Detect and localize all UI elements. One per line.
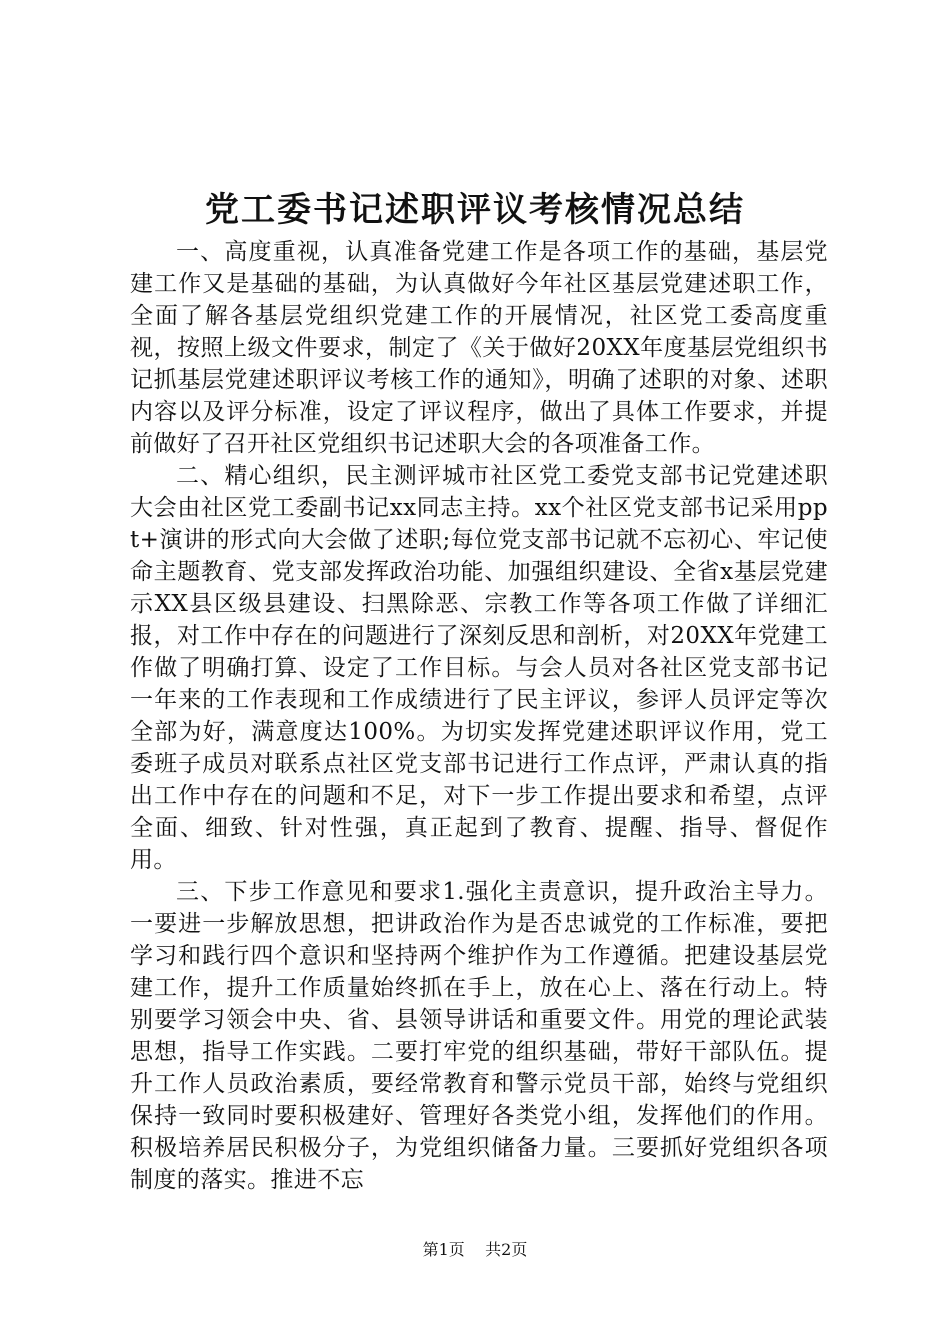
paragraph-1: 一、高度重视，认真准备党建工作是各项工作的基础，基层党建工作又是基础的基础，为认真做好今年社区基层党建述职工作，全面了解各基层党组织党建工作的开展情况，社区党工委高度重视，按照上级文件要求，制定了《关于做好20XX年度基层党组织书记抓基层党建述职评议考核工作的通知》，明确了述职的对象、述职内容以及评分标准，设定了评议程序，做出了具体工作要求，并提前做好了召开社区党组织书记述职大会的各项准备工作。: [130, 239, 828, 457]
page-total: 共2页: [485, 1240, 528, 1259]
document-title: 党工委书记述职评议考核情况总结: [205, 190, 745, 230]
page-number: 第1页: [422, 1240, 465, 1259]
paragraph-3: 三、下步工作意见和要求1.强化主责意识，提升政治主导力。一要进一步解放思想，把讲政治作为是否忠诚党的工作标准，要把学习和践行四个意识和坚持两个维护作为工作遵循。把建设基层党建工作，提升工作质量始终抓在手上，放在心上、落在行动上。特别要学习领会中央、省、县领导讲话和重要文件。用党的理论武装思想，指导工作实践。二要打牢党的组织基础，带好干部队伍。提升工作人员政治素质，要经常教育和警示党员干部，始终与党组织保持一致同时要积极建好、管理好各类党小组，发挥他们的作用。积极培养居民积极分子，为党组织储备力量。三要抓好党组织各项制度的落实。推进不忘: [130, 879, 828, 1193]
paragraph-2: 二、精心组织，民主测评城市社区党工委党支部书记党建述职大会由社区党工委副书记xx同志主持。xx个社区党支部书记采用ppt+演讲的形式向大会做了述职;每位党支部书记就不忘初心、牢记使命主题教育、党支部发挥政治功能、加强组织建设、全省x基层党建示XX县区级县建设、扫黑除恶、宗教工作等各项工作做了详细汇报，对工作中存在的问题进行了深刻反思和剖析，对20XX年党建工作做了明确打算、设定了工作目标。与会人员对各社区党支部书记一年来的工作表现和工作成绩进行了民主评议，参评人员评定等次全部为好，满意度达100%。为切实发挥党建述职评议作用，党工委班子成员对联系点社区党支部书记进行工作点评，严肃认真的指出工作中存在的问题和不足，对下一步工作提出要求和希望，点评全面、细致、针对性强，真正起到了教育、提醒、指导、督促作用。: [130, 463, 828, 873]
document-body: [130, 236, 828, 1196]
page-separator: [470, 1240, 480, 1259]
page-footer: [0, 1240, 950, 1260]
